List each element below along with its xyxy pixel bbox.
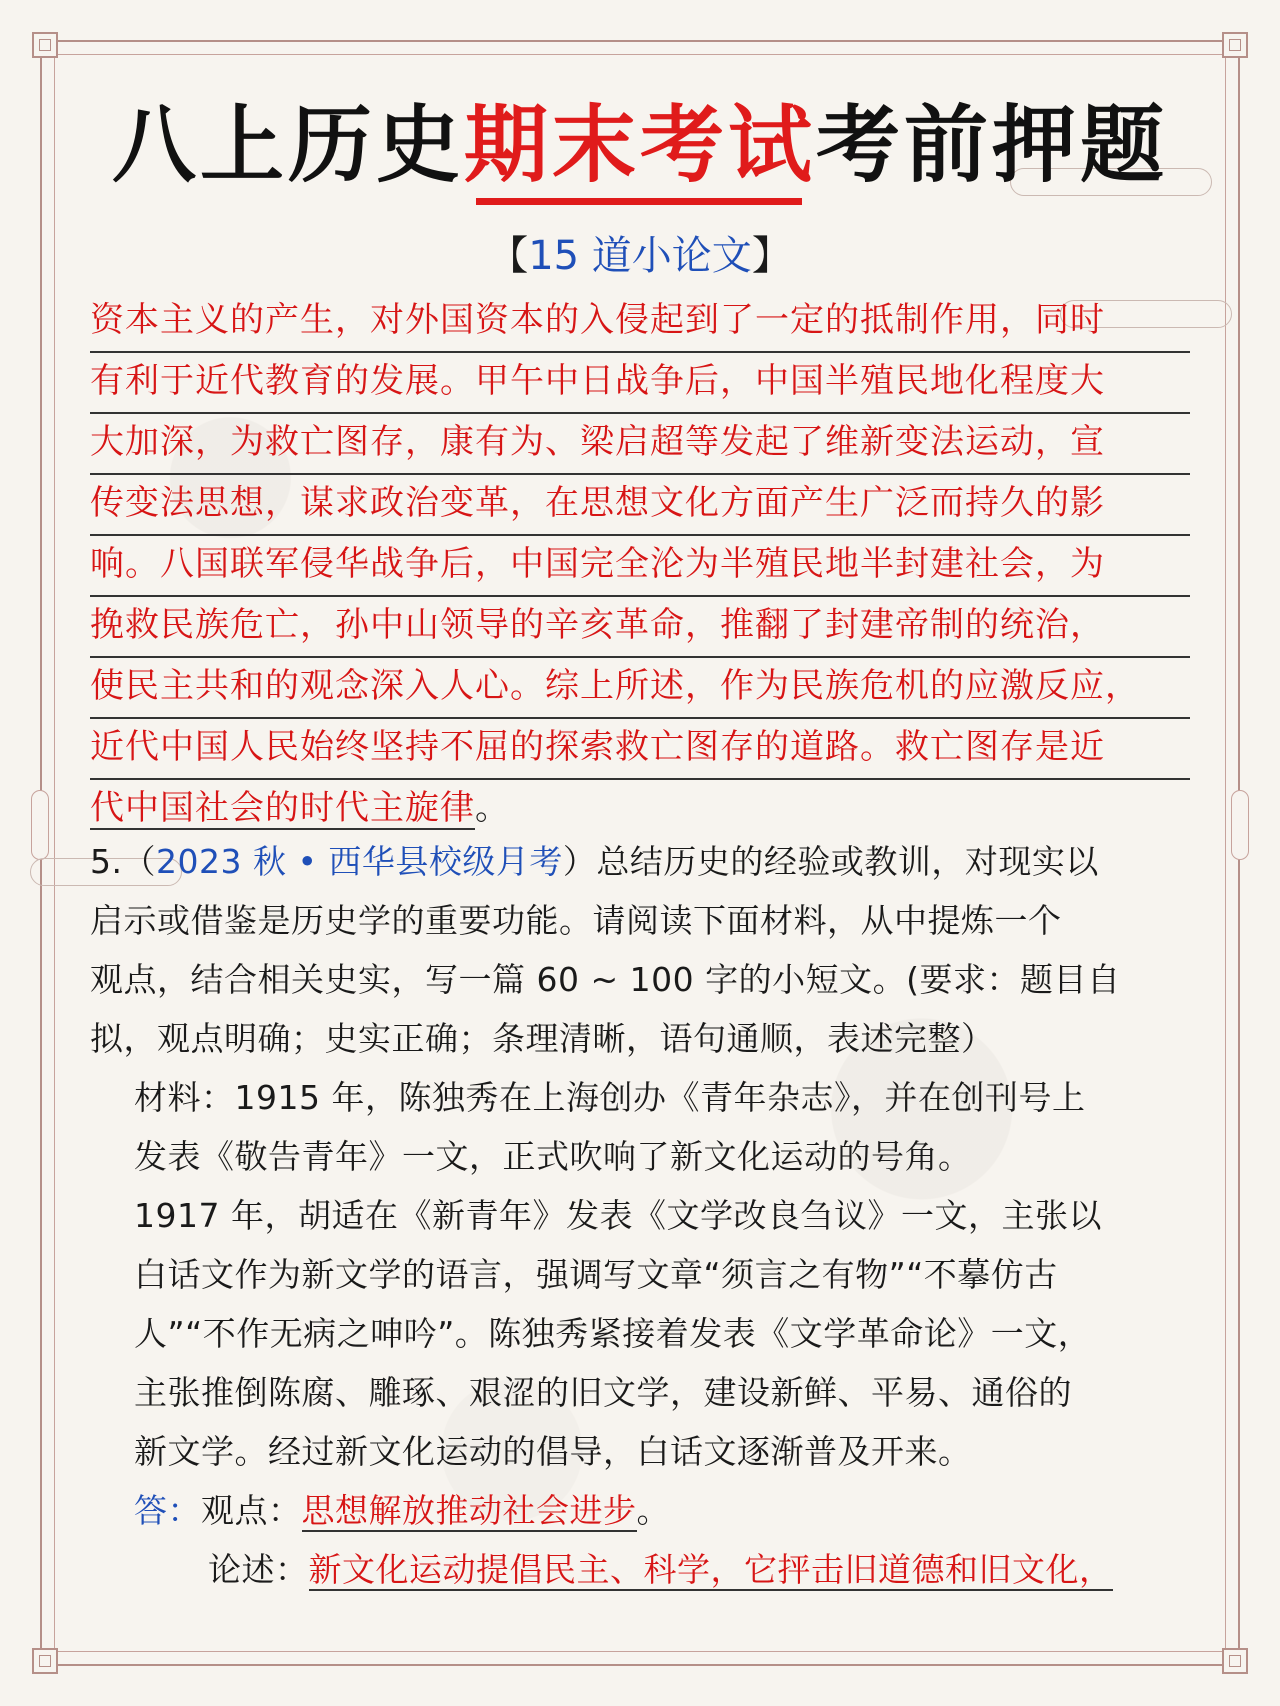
material-line: 新文学。经过新文化运动的倡导，白话文逐渐普及开来。 — [134, 1432, 972, 1471]
answer-line: 响。八国联军侵华战争后，中国完全沦为半殖民地半封建社会，为 — [90, 536, 1190, 597]
frame-side-ornament — [1231, 790, 1249, 860]
question-line: 启示或借鉴是历史学的重要功能。请阅读下面材料，从中提炼一个 — [90, 901, 1062, 940]
answer-line: 资本主义的产生，对外国资本的入侵起到了一定的抵制作用，同时 — [90, 292, 1190, 353]
title-highlight-underline — [476, 198, 802, 205]
material-line: 白话文作为新文学的语言，强调写文章“须言之有物”“不摹仿古 — [134, 1255, 1058, 1294]
answer-viewpoint-line — [90, 1481, 1190, 1540]
answer-line: 传变法思想，谋求政治变革，在思想文化方面产生广泛而持久的影 — [90, 475, 1190, 536]
viewpoint-period: 。 — [636, 1491, 670, 1530]
answer-line: 使民主共和的观念深入人心。综上所述，作为民族危机的应激反应， — [90, 658, 1190, 719]
question-text: ）总结历史的经验或教训，对现实以 — [562, 842, 1099, 881]
material-line: 1917 年，胡适在《新青年》发表《文学改良刍议》一文，主张以 — [134, 1196, 1102, 1235]
question-number: 5.（ — [90, 842, 156, 881]
answer-last-period: 。 — [475, 788, 510, 828]
frame-side-ornament — [31, 790, 49, 860]
material-line: 发表《敬告青年》一文，正式吹响了新文化运动的号角。 — [134, 1137, 972, 1176]
frame-corner-ornament — [32, 32, 58, 58]
question-line — [90, 832, 1190, 891]
question-source: 2023 秋 • 西华县校级月考 — [156, 842, 563, 881]
frame-corner-ornament — [1222, 32, 1248, 58]
subtitle — [0, 228, 1280, 284]
page-title — [0, 95, 1280, 195]
frame-corner-ornament — [1222, 1648, 1248, 1674]
answer-continuation-block — [90, 292, 1190, 839]
subtitle-bracket-open: 【 — [488, 233, 529, 279]
title-highlight: 期末考试 — [463, 96, 816, 194]
question-line: 拟，观点明确；史实正确；条理清晰，语句通顺，表述完整） — [90, 1019, 995, 1058]
answer-line: 有利于近代教育的发展。甲午中日战争后，中国半殖民地化程度大 — [90, 353, 1190, 414]
question-line: 观点，结合相关史实，写一篇 60 ~ 100 字的小短文。(要求：题目自 — [90, 960, 1121, 999]
answer-line: 大加深，为救亡图存，康有为、梁启超等发起了维新变法运动，宣 — [90, 414, 1190, 475]
subtitle-text: 15 道小论文 — [528, 233, 752, 279]
frame-corner-ornament — [32, 1648, 58, 1674]
answer-last-text: 代中国社会的时代主旋律 — [90, 788, 475, 828]
argument-text: 新文化运动提倡民主、科学，它抨击旧道德和旧文化， — [308, 1550, 1113, 1589]
title-part1: 八上历史 — [111, 96, 464, 194]
question-block — [90, 832, 1190, 1599]
title-part2: 考前押题 — [816, 96, 1169, 194]
subtitle-bracket-close: 】 — [751, 233, 792, 279]
answer-line: 近代中国人民始终坚持不屈的探索救亡图存的道路。救亡图存是近 — [90, 719, 1190, 780]
answer-line — [90, 780, 1190, 839]
argument-label: 论述： — [208, 1550, 309, 1589]
answer-label: 答： — [134, 1491, 201, 1530]
viewpoint-text: 思想解放推动社会进步 — [301, 1491, 637, 1530]
material-line: 主张推倒陈腐、雕琢、艰涩的旧文学，建设新鲜、平易、通俗的 — [134, 1373, 1072, 1412]
material-line: 人”“不作无病之呻吟”。陈独秀紧接着发表《文学革命论》一文， — [134, 1314, 1092, 1353]
viewpoint-label: 观点： — [201, 1491, 302, 1530]
answer-line: 挽救民族危亡，孙中山领导的辛亥革命，推翻了封建帝制的统治， — [90, 597, 1190, 658]
material-line: 材料：1915 年，陈独秀在上海创办《青年杂志》，并在创刊号上 — [134, 1078, 1086, 1117]
answer-argument-line — [90, 1540, 1190, 1599]
